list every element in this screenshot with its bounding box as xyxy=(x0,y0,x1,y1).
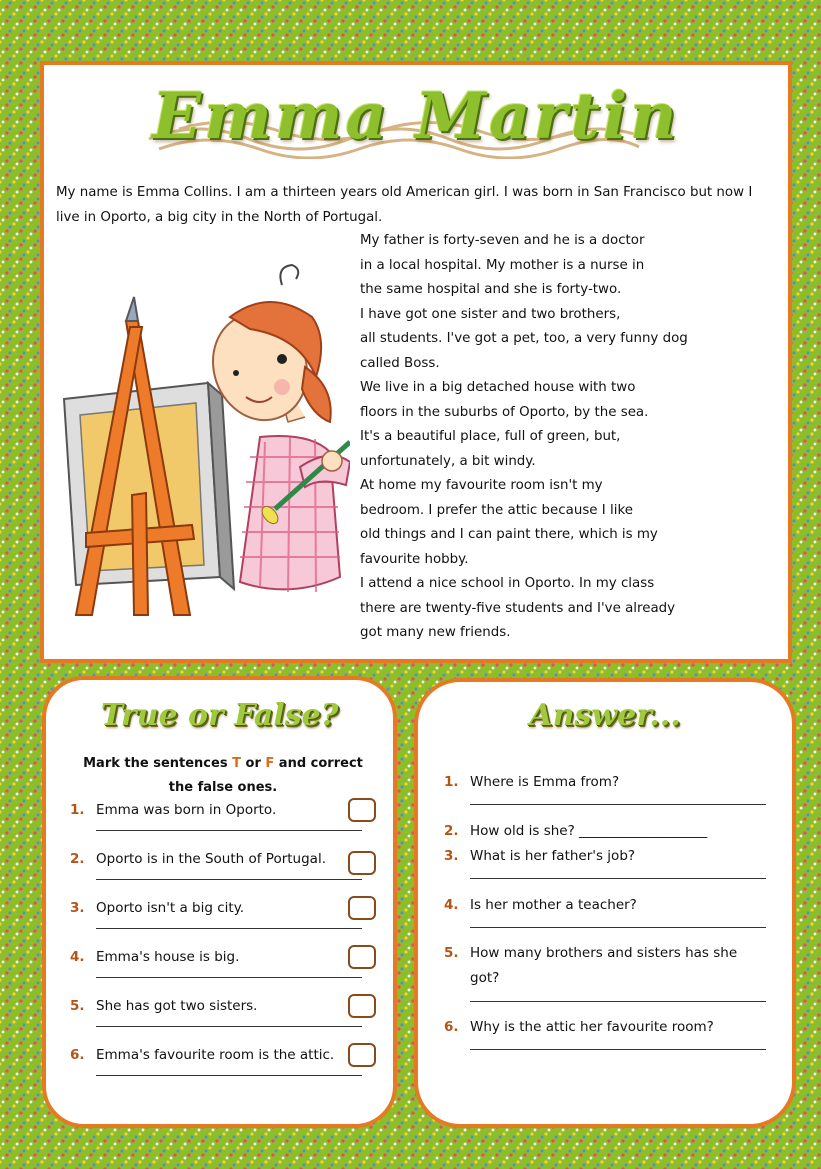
story-line: My father is forty-seven and he is a doctor xyxy=(360,233,645,248)
story-line: there are twenty-five students and I've already xyxy=(360,600,676,616)
item-statement: Emma's favourite room is the attic. xyxy=(96,1047,335,1063)
answer-line[interactable] xyxy=(96,1026,362,1027)
story-line: It's a beautiful place, full of green, but, xyxy=(360,429,621,444)
title-wrap xyxy=(44,73,788,169)
question-text: How many brothers and sisters has she got? xyxy=(470,945,738,986)
story-line: old things and I can paint there, which is my xyxy=(360,527,658,542)
true-false-item xyxy=(70,1047,390,1093)
item-statement: Emma's house is big. xyxy=(96,949,240,965)
instructions-text: Mark the sentences xyxy=(83,756,233,771)
true-letter: T xyxy=(232,756,241,771)
story-line: favourite hobby. xyxy=(360,551,469,567)
answer-line[interactable] xyxy=(470,1049,766,1050)
item-number: 3. xyxy=(70,900,85,916)
true-false-item xyxy=(70,851,390,897)
answer-line[interactable] xyxy=(96,830,362,831)
answer-line[interactable] xyxy=(96,977,362,978)
true-false-item xyxy=(70,900,390,946)
true-false-item xyxy=(70,998,390,1044)
instructions-or: or xyxy=(240,756,266,771)
story-line: called Boss. xyxy=(360,355,440,371)
item-statement: She has got two sisters. xyxy=(96,998,258,1014)
instructions-text-end: and correct the false ones. xyxy=(168,756,363,795)
story-line: bedroom. I prefer the attic because I like xyxy=(360,502,633,518)
page-title: Emma Martin xyxy=(152,79,680,154)
question-text: Why is the attic her favourite room? xyxy=(470,1019,714,1035)
story-line: all students. I've got a pet, too, a very funny dog xyxy=(360,331,688,346)
story-line: We live in a big detached house with two xyxy=(360,380,636,395)
story-line: I have got one sister and two brothers, xyxy=(360,306,621,322)
false-letter: F xyxy=(265,756,275,771)
story-intro: My name is Emma Collins. I am a thirteen years old American girl. I was born in San Francisco but now I live in Oporto, a big city in the North of Portugal. xyxy=(56,185,753,225)
story-line: floors in the suburbs of Oporto, by the sea. xyxy=(360,404,649,420)
item-number: 4. xyxy=(444,897,459,913)
true-false-item xyxy=(70,949,390,995)
story-line: got many new friends. xyxy=(360,625,511,640)
story-panel xyxy=(40,61,792,663)
item-number: 1. xyxy=(444,774,459,790)
item-statement: Oporto isn't a big city. xyxy=(96,900,245,916)
item-number: 2. xyxy=(444,823,459,839)
answer-panel xyxy=(414,678,796,1128)
item-number: 3. xyxy=(444,848,459,864)
item-number: 1. xyxy=(70,802,85,818)
question-text: What is her father's job? xyxy=(470,848,636,864)
question-text: Where is Emma from? xyxy=(470,774,620,790)
item-number: 4. xyxy=(70,949,85,965)
answer-line[interactable] xyxy=(96,928,362,929)
story-line: unfortunately, a bit windy. xyxy=(360,453,536,469)
answer-title: Answer... xyxy=(529,698,681,733)
story-line: the same hospital and she is forty-two. xyxy=(360,282,622,297)
true-false-item xyxy=(70,802,390,848)
answer-line[interactable] xyxy=(96,879,362,880)
true-false-title: True or False? xyxy=(100,698,339,733)
answer-line[interactable] xyxy=(96,1075,362,1076)
item-statement: Oporto is in the South of Portugal. xyxy=(96,851,327,867)
item-number: 2. xyxy=(70,851,85,867)
true-false-panel xyxy=(42,676,397,1128)
item-statement: Emma was born in Oporto. xyxy=(96,802,277,818)
question-text: How old is she? ___________________ xyxy=(470,823,708,839)
answer-checkbox[interactable] xyxy=(348,994,376,1018)
answer-line[interactable] xyxy=(470,927,766,928)
story-line: in a local hospital. My mother is a nurse in xyxy=(360,257,645,273)
answer-line[interactable] xyxy=(470,1001,766,1002)
story-line: At home my favourite room isn't my xyxy=(360,478,603,493)
answer-checkbox[interactable] xyxy=(348,1043,376,1067)
story-text xyxy=(360,229,780,646)
answer-checkbox[interactable] xyxy=(348,945,376,969)
true-false-instructions xyxy=(70,752,376,800)
answer-line[interactable] xyxy=(470,804,766,805)
story-line: I attend a nice school in Oporto. In my class xyxy=(360,576,655,591)
girl-painting-illustration xyxy=(50,247,350,617)
answer-line[interactable] xyxy=(470,878,766,879)
item-number: 6. xyxy=(70,1047,85,1063)
answer-checkbox[interactable] xyxy=(348,851,376,875)
question-text: Is her mother a teacher? xyxy=(470,897,637,913)
answer-checkbox[interactable] xyxy=(348,798,376,822)
item-number: 6. xyxy=(444,1019,459,1035)
answer-checkbox[interactable] xyxy=(348,896,376,920)
item-number: 5. xyxy=(444,945,459,961)
item-number: 5. xyxy=(70,998,85,1014)
